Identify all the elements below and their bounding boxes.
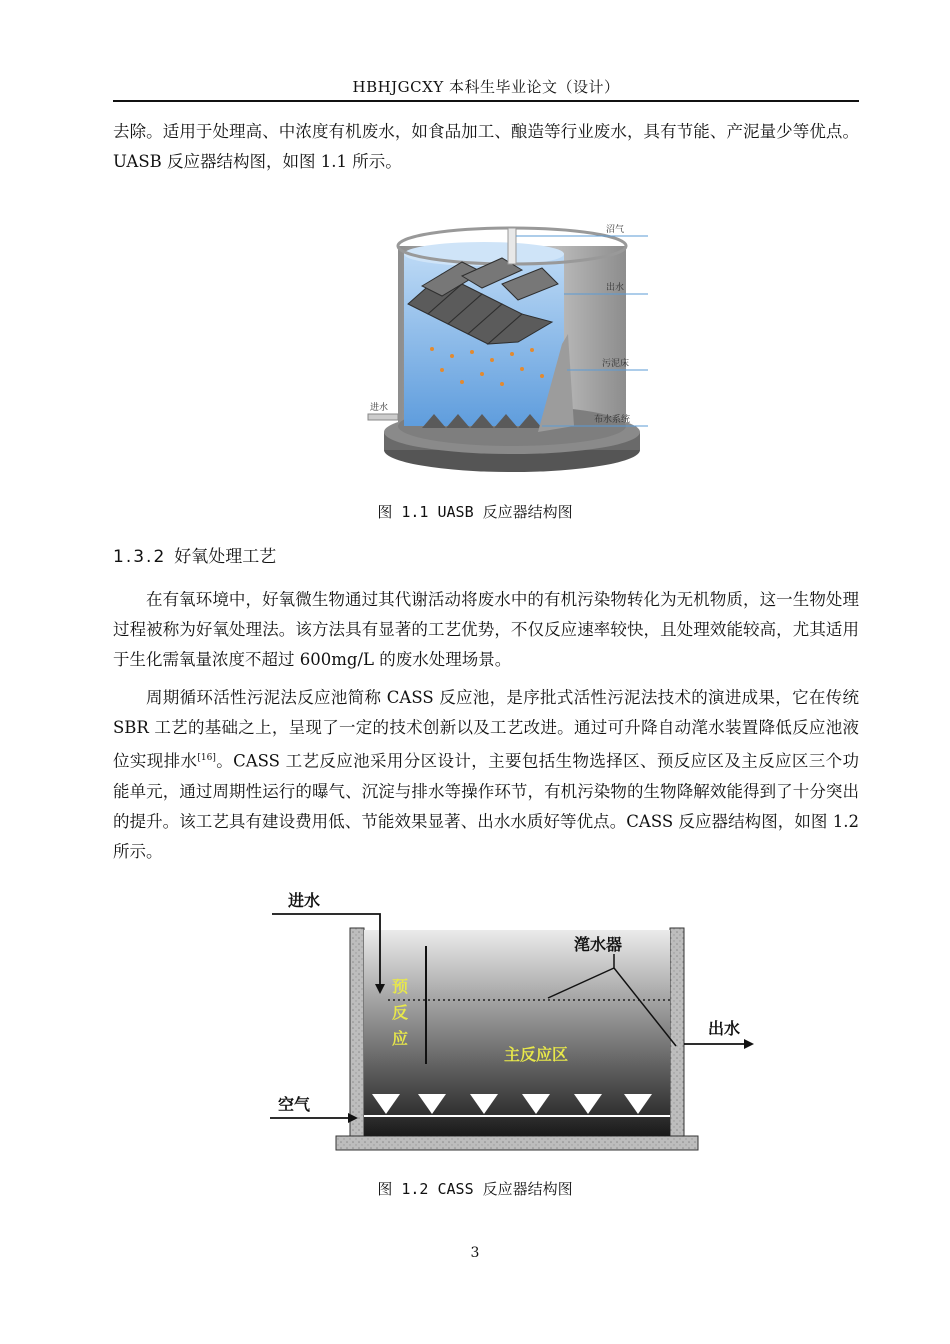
paragraph-cass-part-1: 周期循环活性污泥法反应池简称 CASS 反应池，是序批式活性污泥法技术的演进成果，它在传统 SBR 工艺的基础之上，呈现了一定的技术创新以及工艺改进。通过可升降自动滗水装置降低反应池液位实现排水 bbox=[113, 688, 859, 771]
label-sludge-bed: 污泥床 bbox=[602, 359, 630, 369]
section-heading bbox=[113, 542, 276, 567]
page-number: 3 bbox=[470, 1245, 480, 1261]
cass-water bbox=[364, 930, 670, 1136]
figure-caption-1: 图 1.1 UASB 反应器结构图 bbox=[377, 503, 573, 521]
cass-floor bbox=[336, 1136, 698, 1150]
page-header: HBHJGCXY 本科生毕业论文（设计） bbox=[352, 78, 620, 96]
cass-label-outlet: 出水 bbox=[708, 1019, 741, 1038]
label-inlet: 进水 bbox=[370, 403, 389, 413]
header-rule bbox=[113, 100, 859, 102]
uasb-diagram bbox=[362, 214, 662, 494]
paragraph-cass-part-2: 。CASS 工艺反应池采用分区设计，主要包括生物选择区、预反应区及主反应区三个功能单元，通过周期性运行的曝气、沉淀与排水等操作环节，有机污染物的生物降解效能得到了十分突出的提升。该工艺具有建设费用低、节能效果显著、出水水质好等优点。CASS 反应器结构图，如图 1.2 所示。 bbox=[113, 751, 860, 861]
figure-caption-2: 图 1.2 CASS 反应器结构图 bbox=[377, 1180, 573, 1198]
cass-diagram bbox=[268, 888, 768, 1172]
cass-label-inlet: 进水 bbox=[288, 891, 321, 910]
cass-figure bbox=[268, 888, 768, 1172]
cass-label-pre-3: 应 bbox=[392, 1029, 409, 1048]
label-distribution: 布水系统 bbox=[594, 415, 631, 425]
paragraph-aerobic: 在有氧环境中，好氧微生物通过其代谢活动将废水中的有机污染物转化为无机物质，这一生物处理过程被称为好氧处理法。该方法具有显著的工艺优势，不仅反应速率较快，且处理效能较高，尤其适用于生化需氧量浓度不超过 600mg/L 的废水处理场景。 bbox=[113, 590, 859, 669]
cass-label-decanter: 滗水器 bbox=[574, 935, 623, 954]
cass-label-pre-1: 预 bbox=[392, 977, 409, 996]
citation-ref: [16] bbox=[197, 753, 216, 763]
paragraph-cass bbox=[113, 683, 859, 867]
cass-left-wall bbox=[350, 928, 364, 1140]
cass-label-pre-2: 反 bbox=[392, 1003, 409, 1022]
label-biogas: 沼气 bbox=[606, 225, 625, 235]
cass-label-air: 空气 bbox=[278, 1095, 311, 1114]
paragraph-uasb-summary: 去除。适用于处理高、中浓度有机废水，如食品加工、酿造等行业废水，具有节能、产泥量少等优点。UASB 反应器结构图，如图 1.1 所示。 bbox=[113, 122, 859, 171]
uasb-figure bbox=[362, 214, 662, 494]
label-outlet: 出水 bbox=[606, 283, 625, 293]
section-number: 1.3.2 bbox=[113, 547, 167, 567]
cass-label-main-zone: 主反应区 bbox=[504, 1045, 569, 1064]
section-title: 好氧处理工艺 bbox=[174, 547, 277, 567]
cass-right-wall bbox=[670, 928, 684, 1140]
